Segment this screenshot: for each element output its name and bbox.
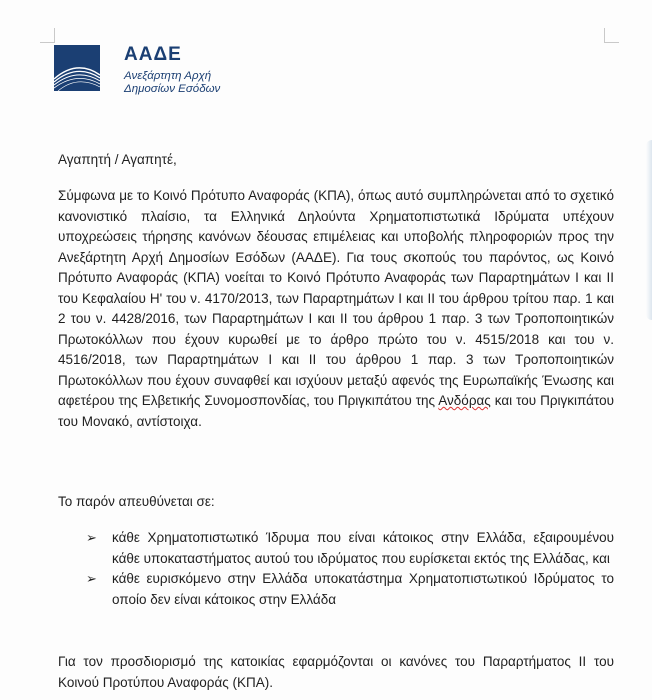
list-item-text: κάθε ευρισκόμενο στην Ελλάδα υποκατάστημα Χρηματοπιστωτικού Ιδρύματος το οποίο δεν είναι κάτοικος στην Ελλάδα	[112, 571, 614, 607]
crop-mark-top-left	[40, 28, 55, 43]
paragraph-1	[58, 186, 614, 432]
aade-logo-icon	[54, 45, 100, 91]
logo-title: ΑΑΔΕ	[124, 44, 182, 65]
paragraph-1-text-a: Σύμφωνα με το Κοινό Πρότυπο Αναφοράς (ΚΠΑ), όπως αυτό συμπληρώνεται από το σχετικό κανονιστικό πλαίσιο, τα Ελληνικά Δηλούντα Χρηματοπιστωτικά Ιδρύματα υπέχουν υποχρεώσεις τήρησης κανόνων δέουσας επιμέλειας και υποβολής πληροφοριών προς την Ανεξάρτητη Αρχή Δημοσίων Εσόδων (ΑΑΔΕ). Για τους σκοπούς του παρόντος, ως Κοινό Πρότυπο Αναφοράς (ΚΠΑ) νοείται το Κοινό Πρότυπο Αναφοράς των Παραρτημάτων Ι και ΙΙ του Κεφαλαίου Η' του ν. 4170/2013, των Παραρτημάτων Ι και ΙΙ του άρθρου τρίτου παρ. 1 και 2 του ν. 4428/2016, των Παραρτημάτων Ι και ΙΙ του άρθρου 1 παρ. 3 των Τροποποιητικών Πρωτοκόλλων που έχουν κυρωθεί με το άρθρο πρώτο του ν. 4515/2018 και του ν. 4516/2018, των Παραρτημάτων Ι και ΙΙ του άρθρου 1 παρ. 3 των Τροποποιητικών Πρωτοκόλλων που έχουν συναφθεί και ισχύουν μεταξύ αφενός της Ευρωπαϊκής Ένωσης και αφετέρου της Ελβετικής Συνομοσπονδίας, του Πριγκιπάτου της	[58, 188, 614, 408]
paragraph-3: Για τον προσδιορισμό της κατοικίας εφαρμόζονται οι κανόνες του Παραρτήματος ΙΙ του Κοινού Προτύπου Αναφοράς (ΚΠΑ).	[58, 654, 614, 690]
greeting: Αγαπητή / Αγαπητέ,	[58, 152, 177, 167]
crop-mark-top-right	[604, 28, 619, 43]
paragraph-2: Το παρόν απευθύνεται σε:	[58, 494, 215, 509]
logo-subtitle-line2: Δημοσίων Εσόδων	[124, 83, 221, 95]
arrow-bullet-icon: ➢	[86, 530, 97, 545]
arrow-bullet-icon: ➢	[86, 571, 97, 586]
logo-subtitle-line1: Ανεξάρτητη Αρχή	[124, 70, 212, 82]
list-item	[86, 528, 614, 569]
list-item	[86, 569, 614, 610]
paragraph-1-text-b: και του Πριγκιπάτου του Μονακό, αντίστοιχα.	[58, 393, 614, 429]
bullet-list	[86, 528, 614, 610]
list-item-text: κάθε Χρηματοπιστωτικό Ίδρυμα που είναι κάτοικος στην Ελλάδα, εξαιρουμένου κάθε υποκαταστήματος αυτού του ιδρύματος που ευρίσκεται εκτός της Ελλάδας, και	[112, 530, 614, 566]
page-edge-shadow	[646, 140, 652, 320]
spellcheck-word: Ανδόρας	[438, 393, 491, 408]
